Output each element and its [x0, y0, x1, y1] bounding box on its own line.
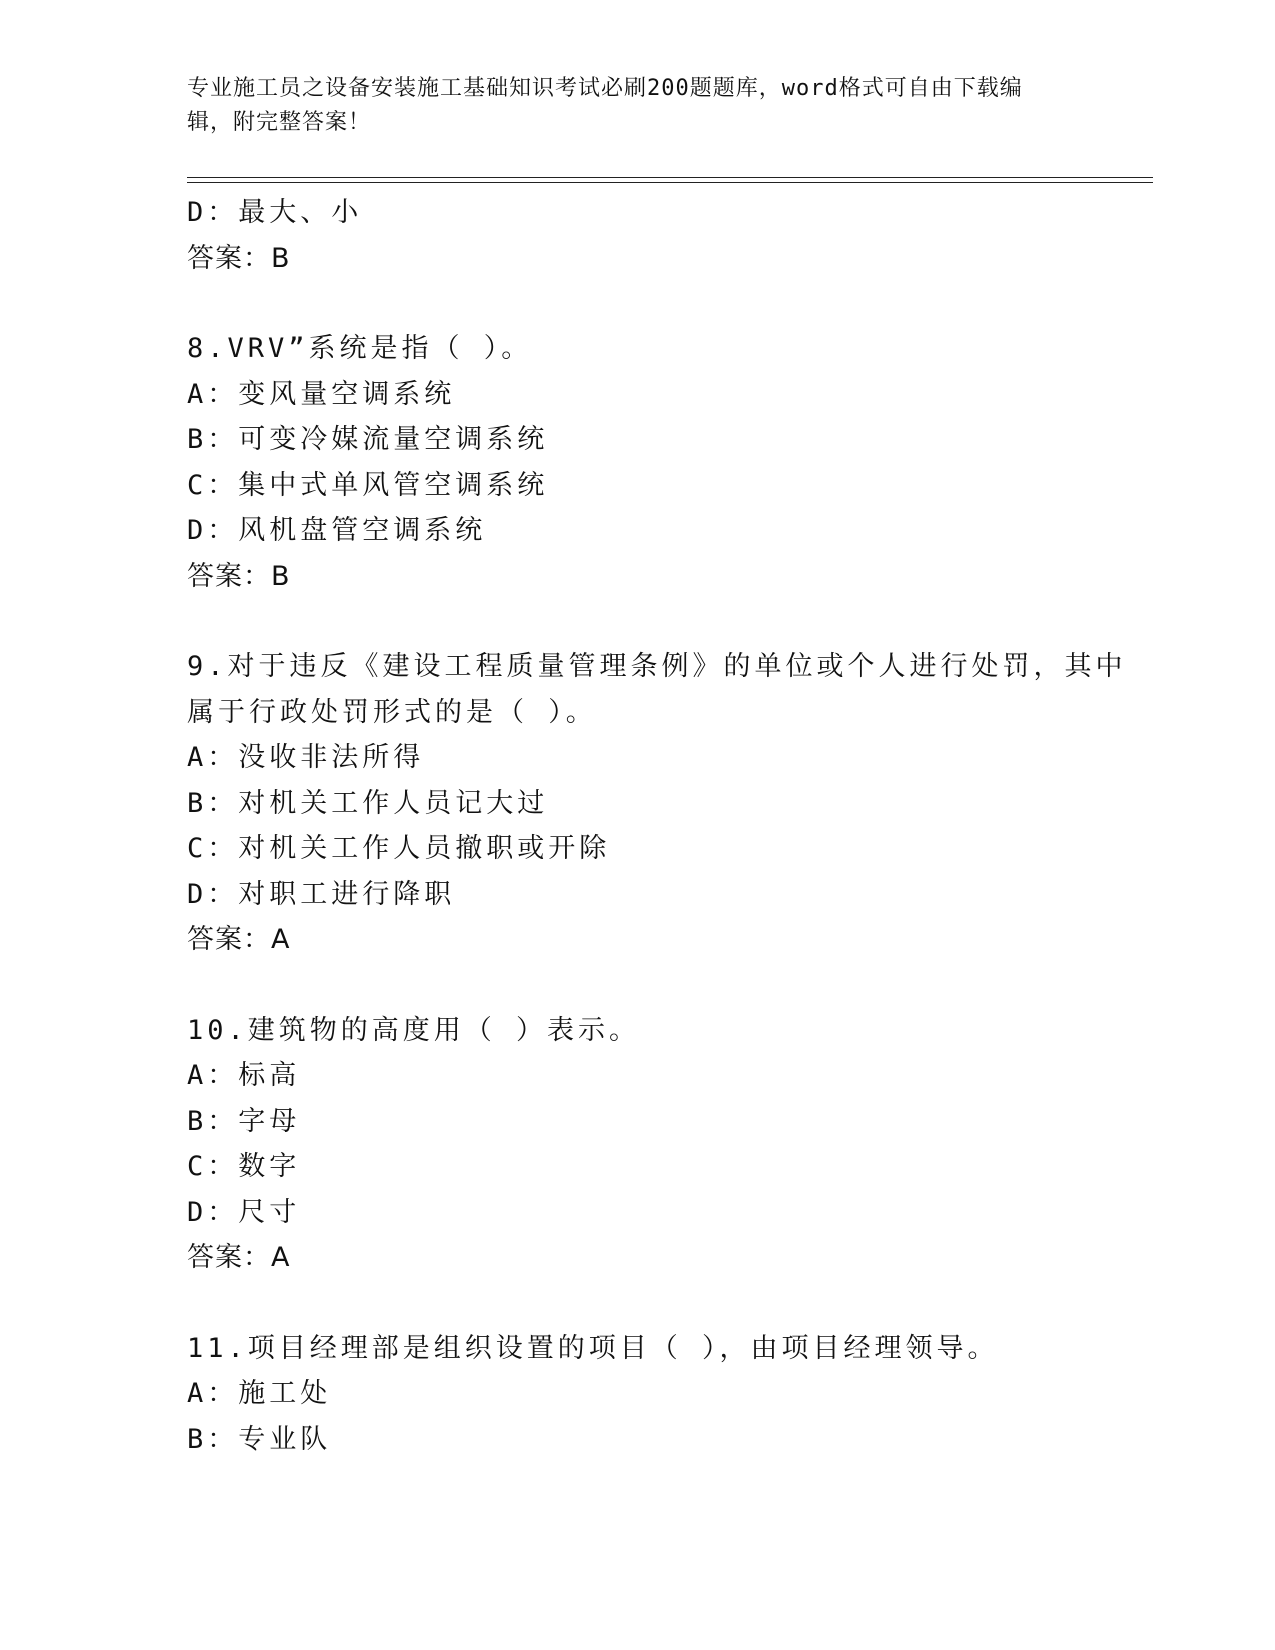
spacer — [187, 281, 1153, 326]
question-10 — [187, 1008, 1153, 1281]
option-a: A：变风量空调系统 — [187, 378, 456, 410]
option-a: A：施工处 — [187, 1378, 332, 1409]
question-content — [187, 190, 1153, 1462]
question-11 — [187, 1326, 1153, 1463]
prev-answer: 答案：B — [187, 242, 291, 274]
spacer — [187, 1281, 1153, 1326]
question-stem: 10.建筑物的高度用（ ）表示。 — [187, 1014, 641, 1046]
option-b: B：字母 — [187, 1105, 301, 1137]
answer-line: 答案：A — [187, 924, 291, 955]
answer-line: 答案：B — [187, 560, 291, 592]
question-stem: 8.VRV”系统是指（ ）。 — [187, 333, 533, 364]
page-header — [187, 72, 1067, 140]
option-c: C：对机关工作人员撤职或开除 — [187, 833, 611, 864]
question-stem: 9.对于违反《建设工程质量管理条例》的单位或个人进行处罚，其中 — [187, 651, 1127, 682]
question-stem-continued: 属于行政处罚形式的是（ ）。 — [187, 696, 597, 728]
option-c: C：数字 — [187, 1151, 301, 1182]
option-a: A：没收非法所得 — [187, 742, 425, 773]
option-c: C：集中式单风管空调系统 — [187, 469, 549, 501]
answer-line: 答案：A — [187, 1242, 291, 1273]
option-a: A：标高 — [187, 1060, 301, 1091]
option-b: B：专业队 — [187, 1423, 332, 1455]
question-9 — [187, 644, 1153, 963]
document-title: 专业施工员之设备安装施工基础知识考试必刷200题题库，word格式可自由下载编辑，附完整答案！ — [187, 76, 1023, 135]
prev-option-d: D：最大、小 — [187, 197, 363, 228]
question-stem: 11.项目经理部是组织设置的项目（ ），由项目经理领导。 — [187, 1332, 999, 1364]
option-b: B：可变冷媒流量空调系统 — [187, 424, 549, 455]
header-divider-top — [187, 177, 1153, 178]
header-divider-bottom — [187, 182, 1153, 183]
option-d: D：对职工进行降职 — [187, 878, 456, 910]
question-8 — [187, 326, 1153, 599]
spacer — [187, 963, 1153, 1008]
option-d: D：尺寸 — [187, 1196, 301, 1228]
option-d: D：风机盘管空调系统 — [187, 515, 487, 546]
option-b: B：对机关工作人员记大过 — [187, 787, 549, 819]
spacer — [187, 599, 1153, 644]
